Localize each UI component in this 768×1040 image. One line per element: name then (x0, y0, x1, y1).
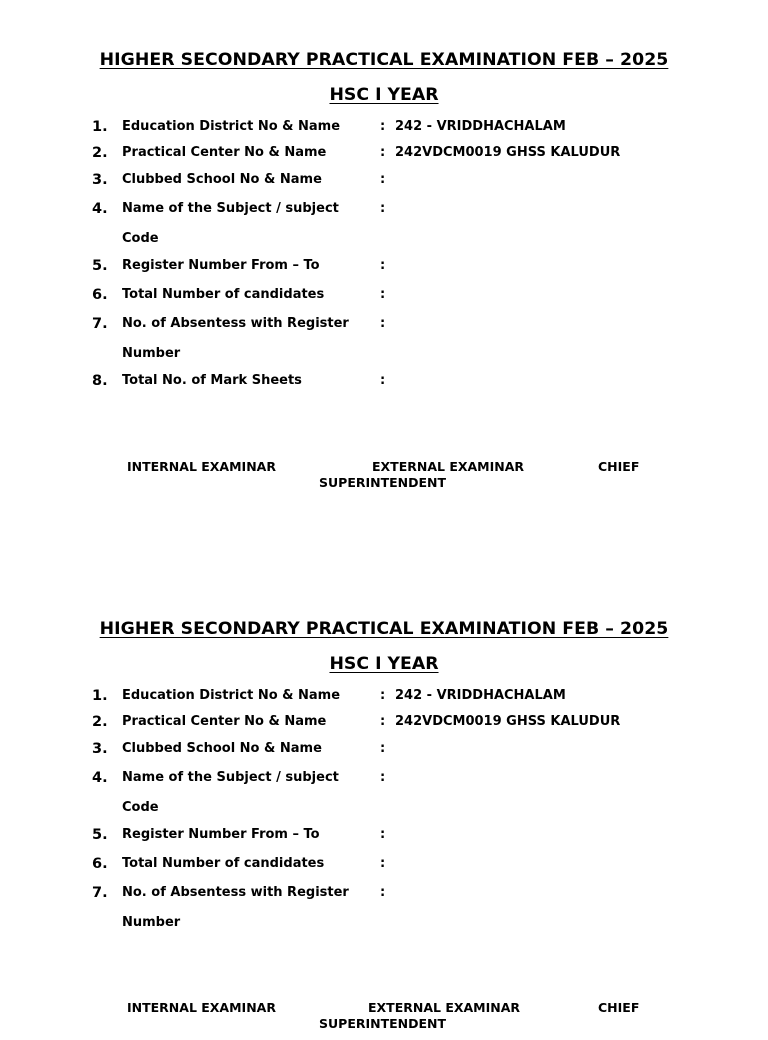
form-title: HIGHER SECONDARY PRACTICAL EXAMINATION FEB – 2025 (99, 619, 669, 639)
row-colon: : (380, 714, 386, 729)
row-number: 4. (92, 201, 108, 217)
row-colon: : (380, 770, 386, 785)
row-number: 3. (92, 172, 108, 188)
row-label: Total No. of Mark Sheets (122, 373, 302, 388)
external-examiner-label: EXTERNAL EXAMINAR (372, 459, 525, 474)
chief-superintendent-label-line2: SUPERINTENDENT (319, 1016, 447, 1031)
form-title: HIGHER SECONDARY PRACTICAL EXAMINATION FEB – 2025 (99, 50, 669, 70)
form-subtitle: HSC I YEAR (329, 85, 439, 105)
row-colon: : (380, 145, 386, 160)
row-colon: : (380, 827, 386, 842)
chief-superintendent-label-line1: CHIEF (598, 1000, 640, 1015)
row-number: 1. (92, 688, 108, 704)
row-label: Total Number of candidates (122, 287, 325, 302)
row-colon: : (380, 258, 386, 273)
internal-examiner-label: INTERNAL EXAMINAR (127, 459, 276, 474)
row-colon: : (380, 856, 386, 871)
internal-examiner-label: INTERNAL EXAMINAR (127, 1000, 276, 1015)
row-colon: : (380, 201, 386, 216)
external-examiner-label: EXTERNAL EXAMINAR (368, 1000, 521, 1015)
row-label: Name of the Subject / subject Code (122, 201, 339, 246)
row-label: Clubbed School No & Name (122, 172, 322, 187)
row-label: Total Number of candidates (122, 856, 325, 871)
row-label: Education District No & Name (122, 119, 341, 134)
row-number: 2. (92, 714, 108, 730)
row-label: Practical Center No & Name (122, 145, 327, 160)
row-colon: : (380, 287, 386, 302)
form-subtitle: HSC I YEAR (329, 654, 439, 674)
row-label: Clubbed School No & Name (122, 741, 322, 756)
row-value: 242VDCM0019 GHSS KALUDUR (395, 714, 621, 729)
chief-superintendent-label-line2: SUPERINTENDENT (319, 475, 447, 490)
row-label: Education District No & Name (122, 688, 341, 703)
row-value: 242VDCM0019 GHSS KALUDUR (395, 145, 621, 160)
row-number: 5. (92, 827, 108, 843)
row-label: Name of the Subject / subject Code (122, 770, 339, 815)
signature-block (0, 459, 768, 499)
row-label: Register Number From – To (122, 827, 320, 842)
row-number: 3. (92, 741, 108, 757)
row-number: 7. (92, 885, 108, 901)
row-value: 242 - VRIDDHACHALAM (395, 119, 566, 134)
row-number: 2. (92, 145, 108, 161)
row-colon: : (380, 316, 386, 331)
row-number: 8. (92, 373, 108, 389)
row-label: No. of Absentess with Register Number (122, 885, 349, 930)
row-number: 7. (92, 316, 108, 332)
row-colon: : (380, 741, 386, 756)
row-number: 4. (92, 770, 108, 786)
row-value: 242 - VRIDDHACHALAM (395, 688, 566, 703)
signature-block (0, 1000, 768, 1040)
row-number: 1. (92, 119, 108, 135)
row-label: Register Number From – To (122, 258, 320, 273)
row-colon: : (380, 373, 386, 388)
row-colon: : (380, 119, 386, 134)
row-colon: : (380, 885, 386, 900)
row-number: 6. (92, 287, 108, 303)
row-number: 6. (92, 856, 108, 872)
row-label: Practical Center No & Name (122, 714, 327, 729)
row-colon: : (380, 688, 386, 703)
chief-superintendent-label-line1: CHIEF (598, 459, 640, 474)
row-number: 5. (92, 258, 108, 274)
row-label: No. of Absentess with Register Number (122, 316, 349, 361)
row-colon: : (380, 172, 386, 187)
